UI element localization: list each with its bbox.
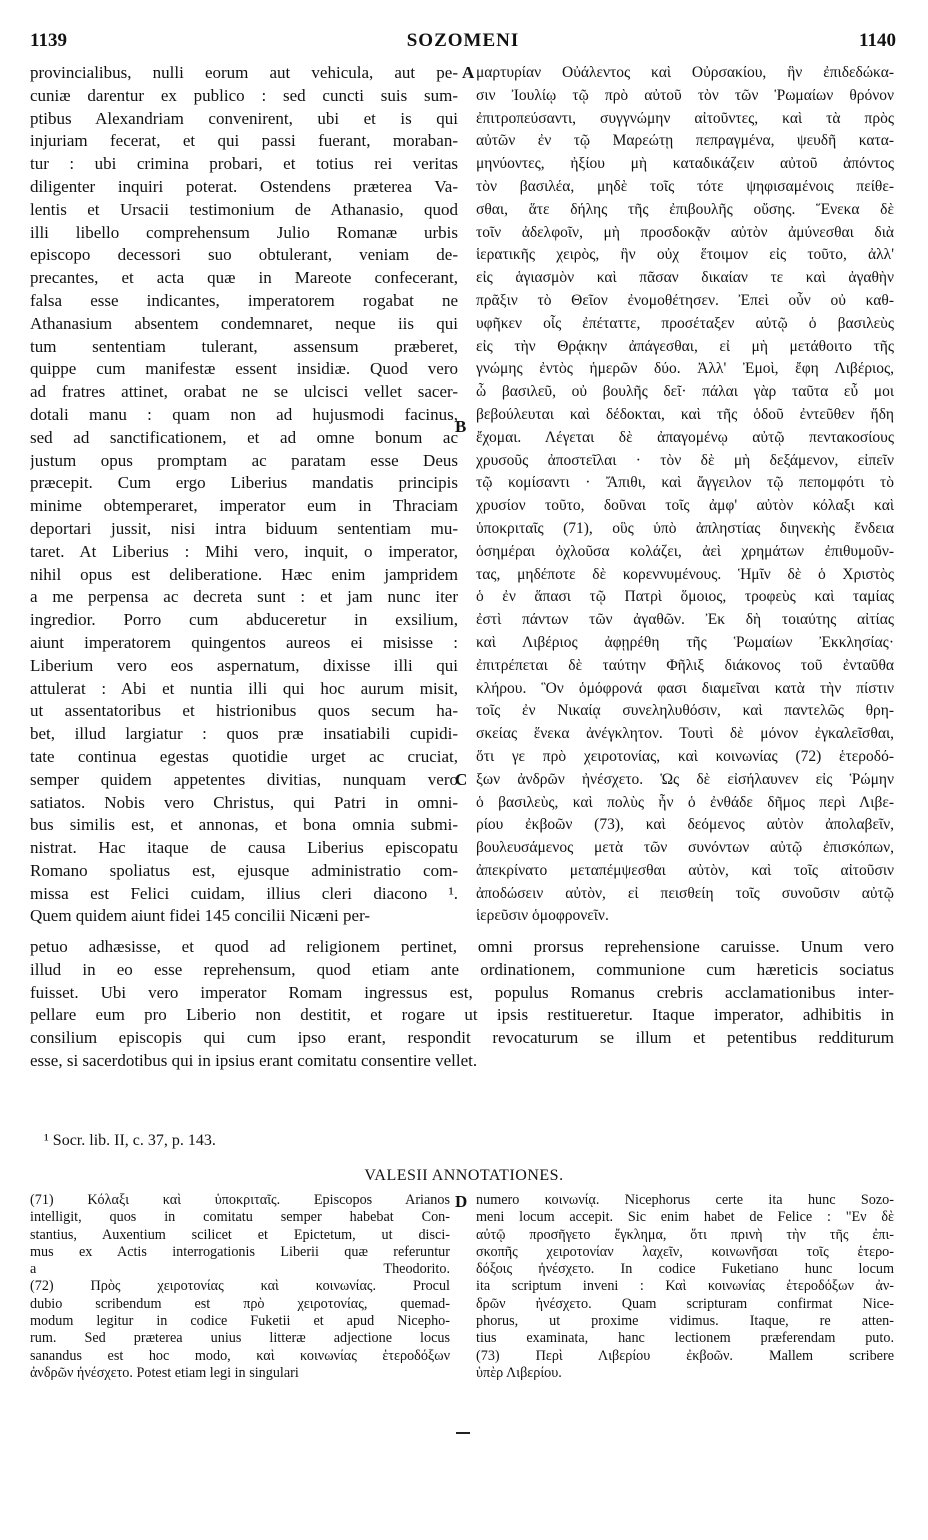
latin-column — [30, 62, 458, 928]
latin-text-line: illi libello comprehensum Julio Romanæ urbis — [30, 222, 458, 242]
latin-text-line: sed ad sanctificationem, et ad omne bonum ac — [30, 427, 458, 447]
latin-text-line: tum sententiam tulerant, assensum præberet, — [30, 336, 458, 356]
greek-text-line: σιν Ἰουλίῳ τῷ πρὸ αὐτοῦ τὸν τῶν Ῥωμαίων θρόνον — [476, 86, 894, 104]
annotation-line: sanandus est hoc modo, καὶ κοινωνίας ἑτεροδόξων — [30, 1347, 450, 1364]
annotation-line: numero κοινωνίᾳ. Nicephorus certe ita hunc Sozo- — [476, 1192, 894, 1208]
full-width-text-line: esse, si sacerdotibus qui in ipsius erant comitatu consentire vellet. — [30, 1050, 478, 1070]
greek-text-line: ὁ βασιλεὺς, καὶ πολὺς ἦν ὁ ἐνθάδε δῆμος περὶ Λιβε- — [476, 793, 894, 811]
greek-text-line: γνώμης ἐντὸς ἡμερῶν δύο. Ἀλλ' Ἐμοὶ, ἔφη Λιβέριος, — [476, 360, 894, 378]
annotation-line: mus ex Actis interrogationis Liberii quæ referuntur — [30, 1243, 450, 1260]
full-width-text-line: petuo adhæsisse, et quod ad religionem pertinet, omni prorsus reprehensione caruisse. Unum vero — [30, 937, 894, 956]
greek-text-line: ρίου ἐκβοῶν (73), καὶ δεόμενος αὐτὸν ἀπολαβεῖν, — [476, 816, 894, 834]
full-width-text — [30, 936, 894, 1073]
latin-text-line: satiatos. Nobis vero Christus, qui Patri in omni- — [30, 792, 458, 812]
margin-letter-b: B — [455, 417, 467, 436]
greek-text-line: αὐτῶν ἐν τῷ Μαρεώτῃ πεπραγμένα, ψευδῆ κατα- — [476, 132, 894, 150]
margin-letter-d: D — [455, 1192, 468, 1211]
greek-text-line: βεβούλευται καὶ δέδοκται, καὶ τῆς ὁδοῦ ἐντεῦθεν ἤδη — [476, 405, 894, 423]
greek-column — [476, 62, 894, 928]
annotation-line: tius examinata, hanc lectionem præferendam puto. — [476, 1330, 894, 1347]
greek-text-line: τας, μηδέποτε δὲ κορεννυμένους. Ἡμῖν δὲ ὁ Χριστὸς — [476, 565, 894, 583]
latin-text-line: Liberium vero eos aspernatum, dixisse illi qui — [30, 655, 458, 675]
greek-text-line: τοῖν ἀδελφοῖν, μὴ προσδοκᾷν αὐτὸν ἀμύνεσθαι διὰ — [476, 223, 894, 241]
annotation-line: a Theodorito. — [30, 1261, 450, 1278]
latin-text-line: lentis et Ursacii testimonium de Athanasio, quod — [30, 199, 458, 219]
annotation-line: stantius, Auxentium scilicet et Epictetum, ut disci- — [30, 1226, 450, 1243]
latin-text-line: Romano spoliatus est, ejusque administratio com- — [30, 860, 458, 880]
annotation-line: meni locum accepit. Sic enim habet de Felice : "Εν δὲ — [476, 1209, 894, 1226]
full-width-text-line: illud in eo esse reprehensum, quod etiam ante ordinationem, communione cum hæreticis sociatus — [30, 959, 894, 979]
annotation-line: (72) Πρὸς χειροτονίας καὶ κοινωνίας. Procul — [30, 1278, 450, 1295]
annotation-line: δρῶν ἠνέσχετο. Quam scripturam confirmat Nice- — [476, 1295, 894, 1312]
annotation-line: dubio scribendum est πρὸ χειροτονίας, quemad- — [30, 1295, 450, 1312]
annotations-left-column — [30, 1192, 450, 1382]
greek-text-line: καὶ Λιβέριος ἀφῃρέθη τῆς Ῥωμαίων Ἐκκλησίας· — [476, 633, 894, 651]
greek-text-line: χρυσίον τοῦτο, δοῦναι τοῖς ἀμφ' αὐτὸν κόλαξι καὶ — [476, 497, 894, 515]
latin-text-line: aiunt imperatorem quingentos aureos ei misisse : — [30, 632, 458, 652]
greek-text-line: ὑποκριταῖς (71), οὓς ὑπὸ ἀπληστίας διηνεκὴς ἔνδεια — [476, 519, 894, 537]
latin-text-line: ptibus Alexandriam convenirent, ubi et is qui — [30, 108, 458, 128]
latin-text-line: a me perpensa ac decreta sunt : et jam nunc iter — [30, 587, 458, 607]
latin-text-line: provincialibus, nulli eorum aut vehicula, aut pe- — [30, 63, 458, 82]
running-title: SOZOMENI — [406, 30, 520, 51]
greek-text-line: σθαι, ἅτε δήλης τῆς ἐπιβουλῆς οὔσης. Ἕνεκα δὲ — [476, 200, 894, 218]
annotation-line: σκοπῆς χειροτονίαν λαχεῖν, κοινωνῆσαι τοῖς ἑτερο- — [476, 1243, 894, 1260]
latin-text-line: bus similis est, et annonas, et bona omnia submi- — [30, 815, 458, 835]
greek-text-line: μαρτυρίαν Οὐάλεντος καὶ Οὐρσακίου, ἣν ἐπιδεδώκα- — [476, 64, 894, 81]
greek-text-line: ἀπεκρίνατο μεταπέμψεσθαι αὐτὸν, καὶ τοῖς αἰτοῦσιν — [476, 861, 894, 879]
greek-text-line: πρᾶξιν τὸ Θεῖον ἐνομοθέτησεν. Ἐπεὶ οὖν οὐ καθ- — [476, 291, 894, 309]
latin-text-line: attulerat : Abi et nuntia illi qui hoc aurum misit, — [30, 678, 458, 698]
annotation-line: (73) Περὶ Λιβερίου ἐκβοῶν. Mallem scribere — [476, 1347, 894, 1364]
latin-text-line: ad fratres attinet, orabat ne se ulcisci vellet sacer- — [30, 382, 458, 402]
margin-letter-a: A — [462, 63, 475, 82]
greek-text-line: ἱερατικῆς χειρὸς, ἣν οὐχ ἕτοιμον εἰς τοῦτο, ἀλλ' — [476, 246, 894, 264]
full-width-text-line: pellare eum pro Liberio non destitit, et rogare ut ipsis restitueretur. Itaque imperator, adhibitis in — [30, 1005, 894, 1025]
latin-text-line: falsa esse indicantes, imperatorem rogabat ne — [30, 290, 458, 310]
annotation-line: ἀνδρῶν ἠνέσχετο. Potest etiam legi in singulari — [30, 1364, 299, 1381]
latin-text-line: præcepit. Cum ergo Liberius mandatis principis — [30, 473, 458, 493]
footnote: ¹ Socr. lib. II, c. 37, p. 143. — [44, 1132, 216, 1149]
latin-text-line: nihil opus est deliberatione. Hæc enim jampridem — [30, 564, 458, 584]
greek-text-line: σκείας ἕνεκα ἀνέγκλητον. Τουτὶ δὲ μόνον ἐγκαλεῖσθαι, — [476, 725, 894, 743]
greek-text-line: ξων ἀνδρῶν ἠνέσχετο. Ὡς δὲ εἰσήλαυνεν εἰς Ῥώμην — [476, 770, 894, 788]
latin-text-line: quippe cum manifestæ essent insidiæ. Quod vero — [30, 359, 458, 379]
right-page-number: 1140 — [859, 30, 896, 51]
greek-text-line: ἐστὶ πάντων τῶν ἀγαθῶν. Ἐκ δὴ τοιαύτης αἰτίας — [476, 611, 894, 629]
latin-text-line: injuriam fecerat, et qui passi fuerant, moraban- — [30, 131, 458, 151]
greek-text-line: εἰς ἁγιασμὸν καὶ πᾶσαν δικαίαν τε καὶ ἀγαθὴν — [476, 269, 894, 287]
full-width-text-line: consilium episcopis qui cum ipso erant, respondit revocaturum se illum et petentibus redditurum — [30, 1028, 894, 1048]
latin-text-line: ingredior. Porro cum abduceretur in exsilium, — [30, 610, 458, 630]
greek-text-line: χρυσοῦς ἀποστεῖλαι · τὸν δὲ μὴ δεξάμενον, εἰπεῖν — [476, 451, 894, 469]
latin-text-line: Quem quidem aiunt fidei 145 concilii Nicæni per- — [30, 906, 371, 926]
annotations-right-column — [476, 1192, 894, 1382]
greek-text-line: τῷ κομίσαντι · Ἄπιθι, καὶ ἄγγειλον τῷ πεπομφότι τὸ — [476, 474, 894, 492]
annotation-line: modum legitur in codice Fuketii et apud Nicepho- — [30, 1313, 450, 1330]
greek-text-line: ὁ ἐν ἅπασι τῷ Πατρὶ ὅμοιος, τροφεὺς καὶ ταμίας — [476, 588, 894, 606]
greek-text-line: ἔχομαι. Λέγεται δὲ ἀπαγομένῳ αὐτῷ πεντακοσίους — [476, 428, 894, 446]
full-width-text-line: fuisset. Ubi vero imperator Romam ingressus est, populus Romanus crebris acclamationibus inter- — [30, 982, 894, 1002]
latin-text-line: Athanasium absentem condemnaret, neque iis qui — [30, 313, 458, 333]
latin-text-line: precantes, et acta quæ in Mareote confecerant, — [30, 268, 458, 288]
margin-letter-c: C — [455, 770, 468, 789]
greek-text-line: ὅτι γε πρὸ χειροτονίας, καὶ κοινωνίας (72) ἑτεροδό- — [476, 747, 894, 765]
greek-text-line: εἰς τὴν Θρᾴκην ἀπάγεσθαι, εἰ μὴ μετάθοιτο τῆς — [476, 337, 894, 355]
greek-text-line: ἀποδώσειν αὐτὸν, εἰ πεισθείη τοῖς συνοῦσιν αὐτῷ — [476, 884, 894, 902]
latin-text-line: bet, illud largiatur : quos præ insatiabili cupidi- — [30, 724, 458, 744]
greek-text-line: ὁσημέραι ὀχλοῦσα κολάζει, ἀεὶ χρημάτων ἐπιθυμοῦν- — [476, 542, 894, 560]
page-header — [30, 30, 896, 60]
latin-text-line: nistrat. Hac itaque de causa Liberius episcopatu — [30, 838, 458, 858]
greek-text-line: ἱερεῦσιν ὁμοφρονεῖν. — [476, 907, 609, 925]
latin-text-line: diligenter inquiri poterat. Ostendens præterea Va- — [30, 176, 458, 196]
greek-text-line: ἐπιτροπεύσαντι, συγγνώμην αἰτοῦντες, καὶ τὰ πρὸς — [476, 109, 894, 127]
annotation-line: ὑπὲρ Λιβερίου. — [476, 1364, 562, 1381]
latin-text-line: cuniæ darentur ex publico : sed cuncti suis sum- — [30, 85, 458, 105]
annotation-line: rum. Sed præterea unius litteræ adjectione locus — [30, 1330, 450, 1347]
latin-text-line: missa est Felici cuidam, illius cleri diacono ¹. — [30, 883, 458, 903]
left-page-number: 1139 — [30, 30, 67, 51]
greek-text-line: τοῖς ἐν Νικαίᾳ συνεληλυθόσιν, καὶ παντελῶς θρη- — [476, 702, 894, 720]
latin-text-line: dotali manu : quam non ad hujusmodi facinus, — [30, 404, 458, 424]
greek-text-line: κλήρου. Ὃν ὁμόφρονά φασι διαμεῖναι κατὰ τὴν πίστιν — [476, 679, 894, 697]
latin-text-line: deportari jussit, nisi intra biduum sententiam mu- — [30, 518, 458, 538]
latin-text-line: minime obtemperaret, imperator eum in Thraciam — [30, 496, 458, 516]
greek-text-line: ἐπιτρέπεται δὲ ταύτην Φῆλιξ διάκονος τοῦ ἐνταῦθα — [476, 656, 894, 674]
latin-text-line: ut assentatoribus et histrionibus quos secum ha- — [30, 701, 458, 721]
latin-text-line: episcopo decessori suo obtulerant, veniam de- — [30, 245, 458, 265]
greek-text-line: ὦ βασιλεῦ, οὐ βουλῆς δεῖ· πάλαι γὰρ ταῦτα εὖ μοι — [476, 383, 894, 401]
annotation-line: δόξοις ἠνέσχετο. In codice Fuketiano hunc locum — [476, 1261, 894, 1278]
latin-text-line: semper quidem appetentes divitias, nunquam vero — [30, 769, 458, 789]
greek-text-line: υφῆκεν οἷς ἐπέταττε, προσέταξεν αὐτῷ ὁ βασιλεὺς — [476, 314, 894, 332]
annotations-heading: VALESII ANNOTATIONES. — [364, 1167, 564, 1184]
latin-text-line: taret. At Liberius : Mihi vero, inquit, o imperator, — [30, 541, 458, 561]
annotation-line: αὐτῷ προσῆγετο ἔγκλημα, ὅτι πρινὴ τὴν τῆς ἐπι- — [476, 1226, 894, 1243]
latin-text-line: justum opus promptam ac paratam esse Deus — [30, 450, 458, 470]
annotation-line: intelligit, quos in comitatu semper habebat Con- — [30, 1209, 450, 1226]
greek-text-line: μηνύοντες, ἠξίου μὴ καταδικάζειν αὐτοῦ ἀπόντος — [476, 155, 894, 173]
annotation-line: phorus, ut proxime vidimus. Itaque, re atten- — [476, 1313, 894, 1330]
greek-text-line: βουλευσάμενος μετὰ τῶν συνόντων αὐτῷ ἐπισκόπων, — [476, 839, 894, 857]
annotation-line: (71) Κόλαξι καὶ ὑποκριταῖς. Episcopos Arianos — [30, 1192, 450, 1208]
latin-text-line: tate continua egestas quotidie urget ac cruciat, — [30, 746, 458, 766]
latin-text-line: tur : ubi crimina probari, et totius rei veritas — [30, 154, 458, 174]
greek-text-line: τὸν βασιλέα, μηδὲ τοῖς τότε ψηφισαμένοις πείθε- — [476, 177, 894, 195]
end-rule — [456, 1432, 470, 1434]
annotation-line: ita scriptum inveni : Καὶ κοινωνίας ἑτεροδόξων ἀν- — [476, 1278, 894, 1295]
